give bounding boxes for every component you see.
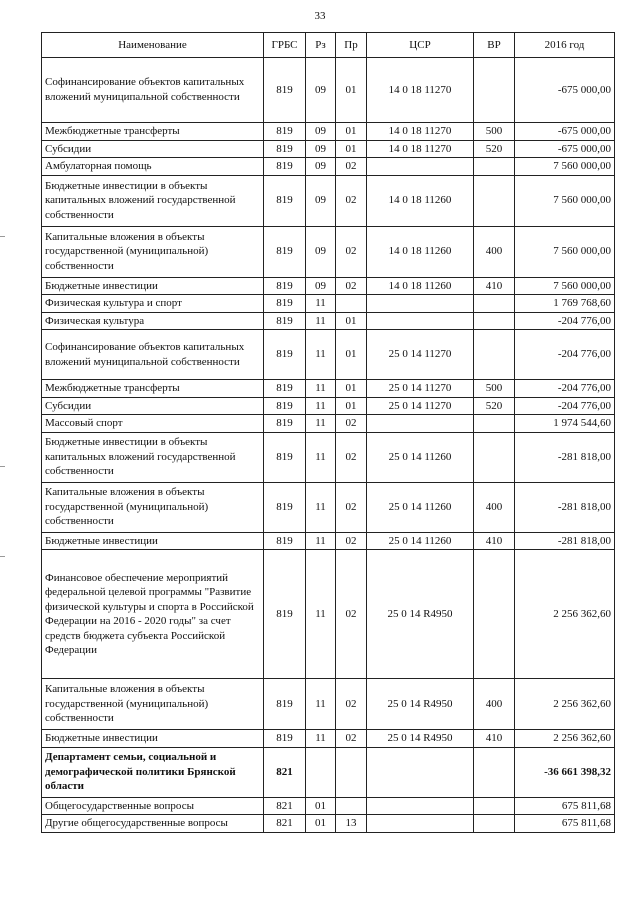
table-row: [42, 679, 615, 730]
cell-pr: 13: [336, 815, 367, 833]
cell-pr: 02: [336, 277, 367, 295]
cell-rz: 11: [306, 380, 336, 398]
cell-name: Субсидии: [42, 397, 264, 415]
cell-pr: 02: [336, 175, 367, 226]
cell-vr: [474, 312, 515, 330]
cell-rz: 09: [306, 123, 336, 141]
cell-pr: 01: [336, 330, 367, 380]
cell-amount: -281 818,00: [515, 482, 615, 532]
cell-pr: 02: [336, 415, 367, 433]
cell-name: Бюджетные инвестиции: [42, 532, 264, 550]
cell-amount: -36 661 398,32: [515, 747, 615, 797]
table-row: [42, 380, 615, 398]
header-rz: Рз: [306, 33, 336, 58]
cell-rz: 11: [306, 415, 336, 433]
margin-mark: [0, 466, 5, 467]
cell-name: Бюджетные инвестиции: [42, 730, 264, 748]
cell-rz: 01: [306, 815, 336, 833]
header-year: 2016 год: [515, 33, 615, 58]
cell-amount: -204 776,00: [515, 380, 615, 398]
cell-amount: 7 560 000,00: [515, 158, 615, 176]
page-number: 33: [314, 10, 326, 22]
cell-pr: 01: [336, 380, 367, 398]
cell-pr: 02: [336, 679, 367, 730]
cell-amount: -281 818,00: [515, 432, 615, 482]
cell-vr: 400: [474, 679, 515, 730]
cell-grbs: 819: [264, 277, 306, 295]
cell-rz: [306, 747, 336, 797]
cell-rz: 11: [306, 432, 336, 482]
cell-amount: 7 560 000,00: [515, 175, 615, 226]
table-row: [42, 226, 615, 277]
header-name: Наименование: [42, 33, 264, 58]
cell-vr: [474, 550, 515, 679]
table-row: [42, 158, 615, 176]
cell-csr: 25 0 14 11260: [367, 482, 474, 532]
cell-vr: [474, 797, 515, 815]
cell-pr: 02: [336, 532, 367, 550]
cell-rz: 11: [306, 482, 336, 532]
cell-amount: 2 256 362,60: [515, 679, 615, 730]
table-row: [42, 482, 615, 532]
cell-csr: 14 0 18 11270: [367, 123, 474, 141]
table-row: [42, 277, 615, 295]
cell-csr: 25 0 14 R4950: [367, 550, 474, 679]
table-row: [42, 797, 615, 815]
table-row: [42, 432, 615, 482]
cell-csr: 14 0 18 11270: [367, 58, 474, 123]
margin-mark: [0, 236, 5, 237]
cell-vr: [474, 415, 515, 433]
cell-name: Капитальные вложения в объекты государственной (муниципальной) собственности: [42, 226, 264, 277]
cell-grbs: 819: [264, 532, 306, 550]
cell-name: Софинансирование объектов капитальных вложений муниципальной собственности: [42, 58, 264, 123]
cell-rz: 09: [306, 226, 336, 277]
cell-vr: 520: [474, 397, 515, 415]
table-row: [42, 330, 615, 380]
cell-csr: 25 0 14 R4950: [367, 679, 474, 730]
cell-grbs: 819: [264, 175, 306, 226]
cell-name: Другие общегосударственные вопросы: [42, 815, 264, 833]
cell-pr: 02: [336, 226, 367, 277]
cell-csr: [367, 312, 474, 330]
cell-vr: [474, 432, 515, 482]
cell-name: Бюджетные инвестиции: [42, 277, 264, 295]
header-csr: ЦСР: [367, 33, 474, 58]
cell-amount: -675 000,00: [515, 140, 615, 158]
cell-amount: 675 811,68: [515, 815, 615, 833]
header-grbs: ГРБС: [264, 33, 306, 58]
cell-grbs: 821: [264, 815, 306, 833]
cell-name: Межбюджетные трансферты: [42, 123, 264, 141]
table-row: [42, 58, 615, 123]
cell-csr: 25 0 14 11270: [367, 330, 474, 380]
cell-rz: 11: [306, 295, 336, 313]
cell-pr: 02: [336, 550, 367, 679]
header-vr: ВР: [474, 33, 515, 58]
cell-amount: -204 776,00: [515, 312, 615, 330]
cell-grbs: 819: [264, 432, 306, 482]
table-row: [42, 140, 615, 158]
cell-rz: 11: [306, 679, 336, 730]
cell-rz: 09: [306, 277, 336, 295]
cell-grbs: 819: [264, 58, 306, 123]
cell-grbs: 819: [264, 123, 306, 141]
budget-table: [41, 32, 615, 833]
cell-vr: [474, 330, 515, 380]
cell-vr: 410: [474, 277, 515, 295]
table-row: [42, 747, 615, 797]
cell-name: Капитальные вложения в объекты государственной (муниципальной) собственности: [42, 482, 264, 532]
cell-grbs: 821: [264, 797, 306, 815]
cell-name: Бюджетные инвестиции в объекты капитальных вложений государственной собственности: [42, 432, 264, 482]
cell-amount: -281 818,00: [515, 532, 615, 550]
cell-pr: 01: [336, 58, 367, 123]
margin-mark: [0, 556, 5, 557]
cell-grbs: 819: [264, 158, 306, 176]
header-pr: Пр: [336, 33, 367, 58]
table-row: [42, 175, 615, 226]
table-row: [42, 815, 615, 833]
cell-name: Общегосударственные вопросы: [42, 797, 264, 815]
cell-csr: 14 0 18 11270: [367, 140, 474, 158]
cell-vr: 410: [474, 532, 515, 550]
cell-name: Софинансирование объектов капитальных вложений муниципальной собственности: [42, 330, 264, 380]
cell-vr: [474, 747, 515, 797]
cell-name: Физическая культура: [42, 312, 264, 330]
table-row: [42, 397, 615, 415]
cell-rz: 09: [306, 158, 336, 176]
cell-grbs: 819: [264, 550, 306, 679]
cell-amount: 1 974 544,60: [515, 415, 615, 433]
cell-rz: 09: [306, 140, 336, 158]
cell-amount: 675 811,68: [515, 797, 615, 815]
cell-pr: 01: [336, 123, 367, 141]
cell-csr: [367, 815, 474, 833]
cell-rz: 11: [306, 330, 336, 380]
cell-pr: 02: [336, 482, 367, 532]
cell-vr: [474, 58, 515, 123]
cell-csr: 25 0 14 11270: [367, 380, 474, 398]
cell-rz: 11: [306, 397, 336, 415]
table-row: [42, 730, 615, 748]
table-header-row: [42, 33, 615, 58]
cell-csr: 25 0 14 11260: [367, 432, 474, 482]
cell-vr: [474, 175, 515, 226]
cell-amount: -675 000,00: [515, 58, 615, 123]
cell-pr: [336, 747, 367, 797]
cell-vr: [474, 158, 515, 176]
cell-vr: 500: [474, 123, 515, 141]
cell-name: Бюджетные инвестиции в объекты капитальных вложений государственной собственности: [42, 175, 264, 226]
cell-vr: 400: [474, 226, 515, 277]
cell-amount: -675 000,00: [515, 123, 615, 141]
cell-grbs: 819: [264, 397, 306, 415]
cell-csr: 25 0 14 11270: [367, 397, 474, 415]
cell-csr: 14 0 18 11260: [367, 226, 474, 277]
cell-pr: 02: [336, 432, 367, 482]
cell-pr: 02: [336, 158, 367, 176]
table-row: [42, 312, 615, 330]
cell-grbs: 819: [264, 679, 306, 730]
cell-grbs: 819: [264, 415, 306, 433]
cell-grbs: 819: [264, 226, 306, 277]
cell-rz: 11: [306, 312, 336, 330]
cell-grbs: 819: [264, 140, 306, 158]
cell-name: Физическая культура и спорт: [42, 295, 264, 313]
cell-rz: 09: [306, 58, 336, 123]
cell-amount: 7 560 000,00: [515, 277, 615, 295]
cell-rz: 09: [306, 175, 336, 226]
table-body: [42, 58, 615, 833]
cell-grbs: 819: [264, 312, 306, 330]
cell-grbs: 819: [264, 330, 306, 380]
cell-pr: 01: [336, 140, 367, 158]
cell-name: Амбулаторная помощь: [42, 158, 264, 176]
cell-amount: 2 256 362,60: [515, 550, 615, 679]
cell-vr: 410: [474, 730, 515, 748]
cell-csr: [367, 295, 474, 313]
cell-pr: 01: [336, 397, 367, 415]
cell-amount: 2 256 362,60: [515, 730, 615, 748]
cell-grbs: 821: [264, 747, 306, 797]
cell-grbs: 819: [264, 730, 306, 748]
cell-vr: [474, 295, 515, 313]
cell-name: Капитальные вложения в объекты государственной (муниципальной) собственности: [42, 679, 264, 730]
cell-csr: [367, 797, 474, 815]
table-row: [42, 295, 615, 313]
cell-amount: -204 776,00: [515, 397, 615, 415]
table-row: [42, 123, 615, 141]
cell-rz: 01: [306, 797, 336, 815]
cell-grbs: 819: [264, 295, 306, 313]
cell-pr: 02: [336, 730, 367, 748]
cell-name: Межбюджетные трансферты: [42, 380, 264, 398]
cell-name: Массовый спорт: [42, 415, 264, 433]
cell-name: Департамент семьи, социальной и демографической политики Брянской области: [42, 747, 264, 797]
cell-pr: [336, 797, 367, 815]
table-row: [42, 550, 615, 679]
cell-name: Финансовое обеспечение мероприятий федеральной целевой программы "Развитие физической культуры и спорта в Российской Федерации на 2016 - 2020 годы" за счет средств бюджета субъекта Российской Федерации: [42, 550, 264, 679]
cell-csr: 25 0 14 R4950: [367, 730, 474, 748]
table-row: [42, 415, 615, 433]
cell-grbs: 819: [264, 380, 306, 398]
cell-csr: 14 0 18 11260: [367, 175, 474, 226]
cell-pr: 01: [336, 312, 367, 330]
cell-amount: -204 776,00: [515, 330, 615, 380]
cell-csr: 14 0 18 11260: [367, 277, 474, 295]
cell-name: Субсидии: [42, 140, 264, 158]
table-row: [42, 532, 615, 550]
cell-amount: 1 769 768,60: [515, 295, 615, 313]
cell-vr: 500: [474, 380, 515, 398]
cell-csr: 25 0 14 11260: [367, 532, 474, 550]
cell-vr: 520: [474, 140, 515, 158]
cell-grbs: 819: [264, 482, 306, 532]
cell-rz: 11: [306, 550, 336, 679]
cell-rz: 11: [306, 730, 336, 748]
cell-vr: 400: [474, 482, 515, 532]
cell-amount: 7 560 000,00: [515, 226, 615, 277]
cell-csr: [367, 747, 474, 797]
cell-pr: [336, 295, 367, 313]
cell-csr: [367, 415, 474, 433]
cell-vr: [474, 815, 515, 833]
cell-rz: 11: [306, 532, 336, 550]
cell-csr: [367, 158, 474, 176]
